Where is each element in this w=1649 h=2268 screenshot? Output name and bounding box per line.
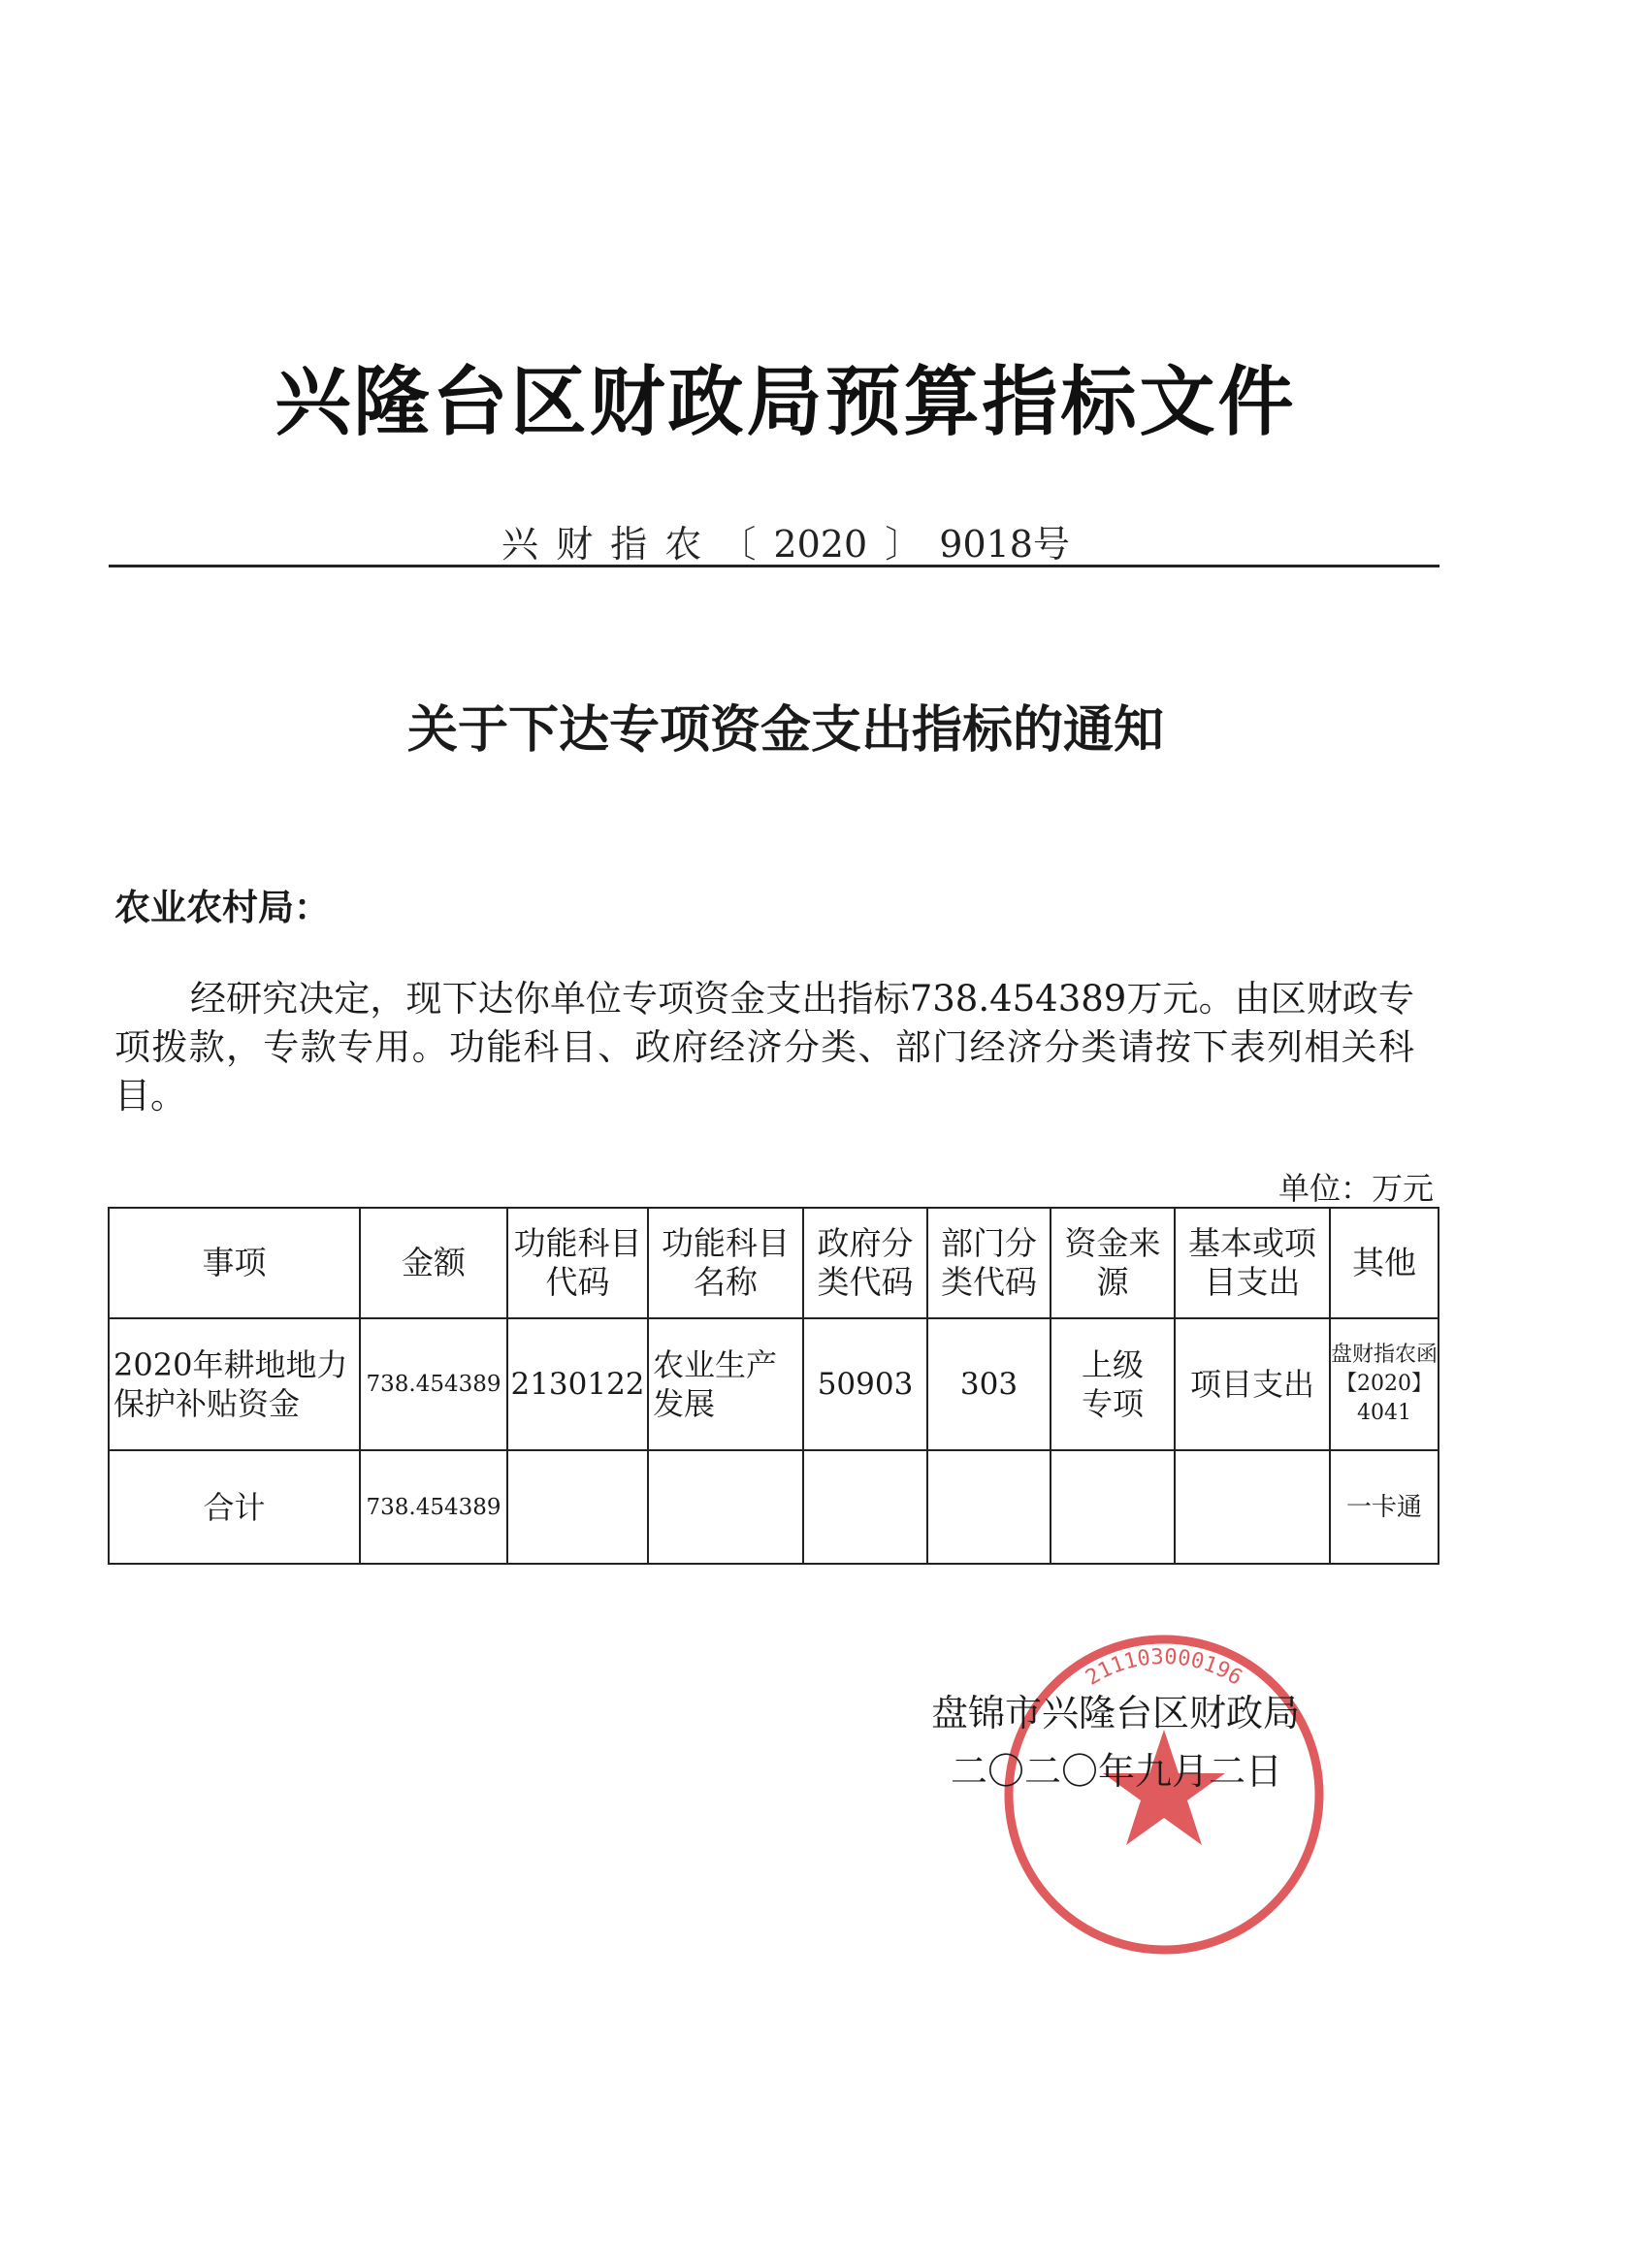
document-title: 兴隆台区财政局预算指标文件 bbox=[275, 359, 1297, 446]
cell-empty bbox=[927, 1450, 1051, 1564]
notice-subtitle: 关于下达专项资金支出指标的通知 bbox=[406, 700, 1164, 760]
official-seal bbox=[994, 1625, 1334, 1964]
cell-empty bbox=[1175, 1450, 1330, 1564]
header-item: 事项 bbox=[109, 1208, 360, 1318]
cell-total-other: 一卡通 bbox=[1330, 1450, 1439, 1564]
cell-func-code: 2130122 bbox=[507, 1318, 648, 1450]
cell-other: 盘财指农函【2020】4041 bbox=[1330, 1318, 1439, 1450]
cell-total-label: 合计 bbox=[109, 1450, 360, 1564]
header-type: 基本或项目支出 bbox=[1175, 1208, 1330, 1318]
header-amount: 金额 bbox=[360, 1208, 507, 1318]
unit-label: 单位：万元 bbox=[1277, 1170, 1434, 1207]
header-func-name: 功能科目名称 bbox=[648, 1208, 803, 1318]
table-row bbox=[109, 1318, 1439, 1450]
cell-dept-code: 303 bbox=[927, 1318, 1051, 1450]
cell-amount: 738.454389 bbox=[360, 1318, 507, 1450]
cell-empty bbox=[507, 1450, 648, 1564]
cell-source: 上级专项 bbox=[1051, 1318, 1175, 1450]
cell-empty bbox=[1051, 1450, 1175, 1564]
cell-empty bbox=[648, 1450, 803, 1564]
cell-gov-code: 50903 bbox=[803, 1318, 927, 1450]
cell-empty bbox=[803, 1450, 927, 1564]
cell-item: 2020年耕地地力保护补贴资金 bbox=[109, 1318, 360, 1450]
cell-func-name: 农业生产发展 bbox=[648, 1318, 803, 1450]
table-header-row bbox=[109, 1208, 1439, 1318]
cell-type: 项目支出 bbox=[1175, 1318, 1330, 1450]
header-other: 其他 bbox=[1330, 1208, 1439, 1318]
header-source: 资金来源 bbox=[1051, 1208, 1175, 1318]
addressee: 农业农村局： bbox=[114, 886, 330, 928]
body-paragraph: 经研究决定，现下达你单位专项资金支出指标738.454389万元。由区财政专项拨款，专款专用。功能科目、政府经济分类、部门经济分类请按下表列相关科目。 bbox=[114, 978, 1414, 1117]
header-divider bbox=[109, 565, 1439, 567]
header-gov-code: 政府分类代码 bbox=[803, 1208, 927, 1318]
document-number: 兴 财 指 农 〔 2020 〕 9018号 bbox=[501, 523, 1070, 566]
issue-date: 二〇二〇年九月二日 bbox=[951, 1750, 1283, 1793]
issuer-name: 盘锦市兴隆台区财政局 bbox=[931, 1692, 1301, 1734]
header-func-code: 功能科目代码 bbox=[507, 1208, 648, 1318]
header-dept-code: 部门分类代码 bbox=[927, 1208, 1051, 1318]
budget-table bbox=[108, 1207, 1439, 1565]
cell-total-amount: 738.454389 bbox=[360, 1450, 507, 1564]
table-total-row bbox=[109, 1450, 1439, 1564]
seal-serial: 211103000196 bbox=[1082, 1644, 1246, 1691]
